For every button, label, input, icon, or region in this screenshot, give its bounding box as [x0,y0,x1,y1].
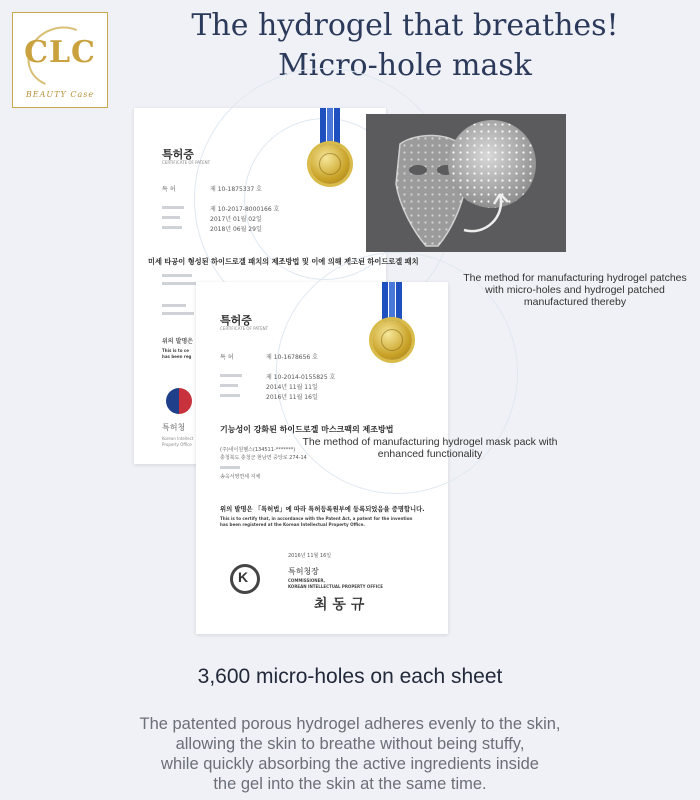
ribbon [327,108,333,148]
mask-illustration-svg [366,114,566,252]
label-line [220,374,242,377]
cert2-date: 2016년 11월 16일 [288,553,332,559]
cert2-statement-ko: 위의 발명은 「특허법」에 따라 특허등록원부에 등록되었음을 증명합니다. [220,506,425,513]
label-line [162,226,182,229]
cert2-app-number: 제 10-2014-0155825 호 [266,374,336,381]
cert2-address: 충청북도 충청군 현남면 중앙로 274-14 [220,455,307,461]
micro-hole-mask-illustration [366,114,566,252]
cert1-office: 특허청 [162,423,186,432]
cert2-heading-en: CERTIFICATE OF PATENT [220,326,269,331]
label-line [220,466,240,469]
cert2-field-label: 특 허 [220,354,234,361]
cert2-reg-date: 2016년 11월 16일 [266,394,318,401]
cert2-office-ko: 특허청장 [288,567,319,576]
title-line-2: Micro-hole mask [278,48,532,83]
ribbon [396,282,402,322]
micro-holes-heading: 3,600 micro-holes on each sheet [197,665,503,688]
cert2-invention-title: 기능성이 강화된 하이드로겔 마스크팩의 제조방법 [220,425,394,434]
cert1-statement-en2: has been reg [162,354,192,359]
ribbon [382,282,388,322]
cert1-field-label: 특 허 [162,186,176,193]
logo-subtitle: BEAUTY Case [25,90,95,99]
page-title [110,6,700,86]
label-line [162,312,194,315]
label-line [162,282,196,285]
label-line [162,274,192,277]
cert2-holder: (주)네이원헬스(134511-*******) [220,447,296,453]
cert2-statement-en1: This is to certify that, in accordance with the Patent Act, a patent for the invention [220,516,413,521]
kipo-emblem [166,388,192,414]
label-line [162,216,180,219]
cert2-signature: 최 동 규 [314,597,365,613]
cert1-heading-en: CERTIFICATE OF PATENT [162,160,211,165]
ribbon [320,108,326,148]
cert2-inventor: 송옥서영연세 지체 [220,474,261,480]
cert2-number: 제 10-1678656 호 [266,354,318,361]
description-line-1: The patented porous hydrogel adheres evenly to the skin, [139,715,561,733]
description [0,714,700,794]
cert1-app-number: 제 10-2017-8000166 호 [210,206,280,213]
description-line-3: while quickly absorbing the active ingredients inside [161,755,539,773]
cert2-app-date: 2014년 11월 11일 [266,384,318,391]
gold-seal [310,144,350,184]
cert1-office-en2: Property Office [162,442,192,447]
cert2-statement-en2: has been registered at the Korean Intellectual Property Office. [220,522,365,527]
patent2-caption: The method of manufacturing hydrogel mask pack with enhanced functionality [302,436,558,460]
logo-text: CLC [24,35,96,70]
cert1-statement-en: This is to ce [162,348,190,353]
cert2-office-en1: COMMISSIONER, [288,578,326,583]
description-line-2: allowing the skin to breathe without being stuffy, [175,735,525,753]
cert1-number: 제 10-1875337 호 [210,186,262,193]
gold-seal [372,320,412,360]
cert1-invention-title: 미세 타공이 형성된 하이드로겔 패치의 제조방법 및 이에 의해 제조된 하이드로겔 패치 [148,257,419,266]
cert1-heading: 특허증 [162,148,194,161]
label-line [220,384,238,387]
kipo-emblem [230,564,260,594]
patent1-caption: The method for manufacturing hydrogel patches with micro-holes and hydrogel patched manufactured thereby [463,272,687,308]
cert2-heading: 특허증 [220,314,252,327]
title-line-1: The hydrogel that breathes! [191,8,619,43]
ribbon [334,108,340,148]
label-line [220,394,240,397]
label-line [162,206,184,209]
brand-logo [12,12,108,108]
cert1-office-en1: Korean Intellect [162,436,194,441]
cert1-reg-date: 2018년 06월 29일 [210,226,262,233]
cert1-app-date: 2017년 01월 02일 [210,216,262,223]
description-line-4: the gel into the skin at the same time. [213,775,487,793]
cert1-statement: 위의 발명은 [162,338,194,345]
label-line [162,304,186,307]
cert2-office-en2: KOREAN INTELLECTUAL PROPERTY OFFICE [288,584,383,589]
ribbon [389,282,395,322]
